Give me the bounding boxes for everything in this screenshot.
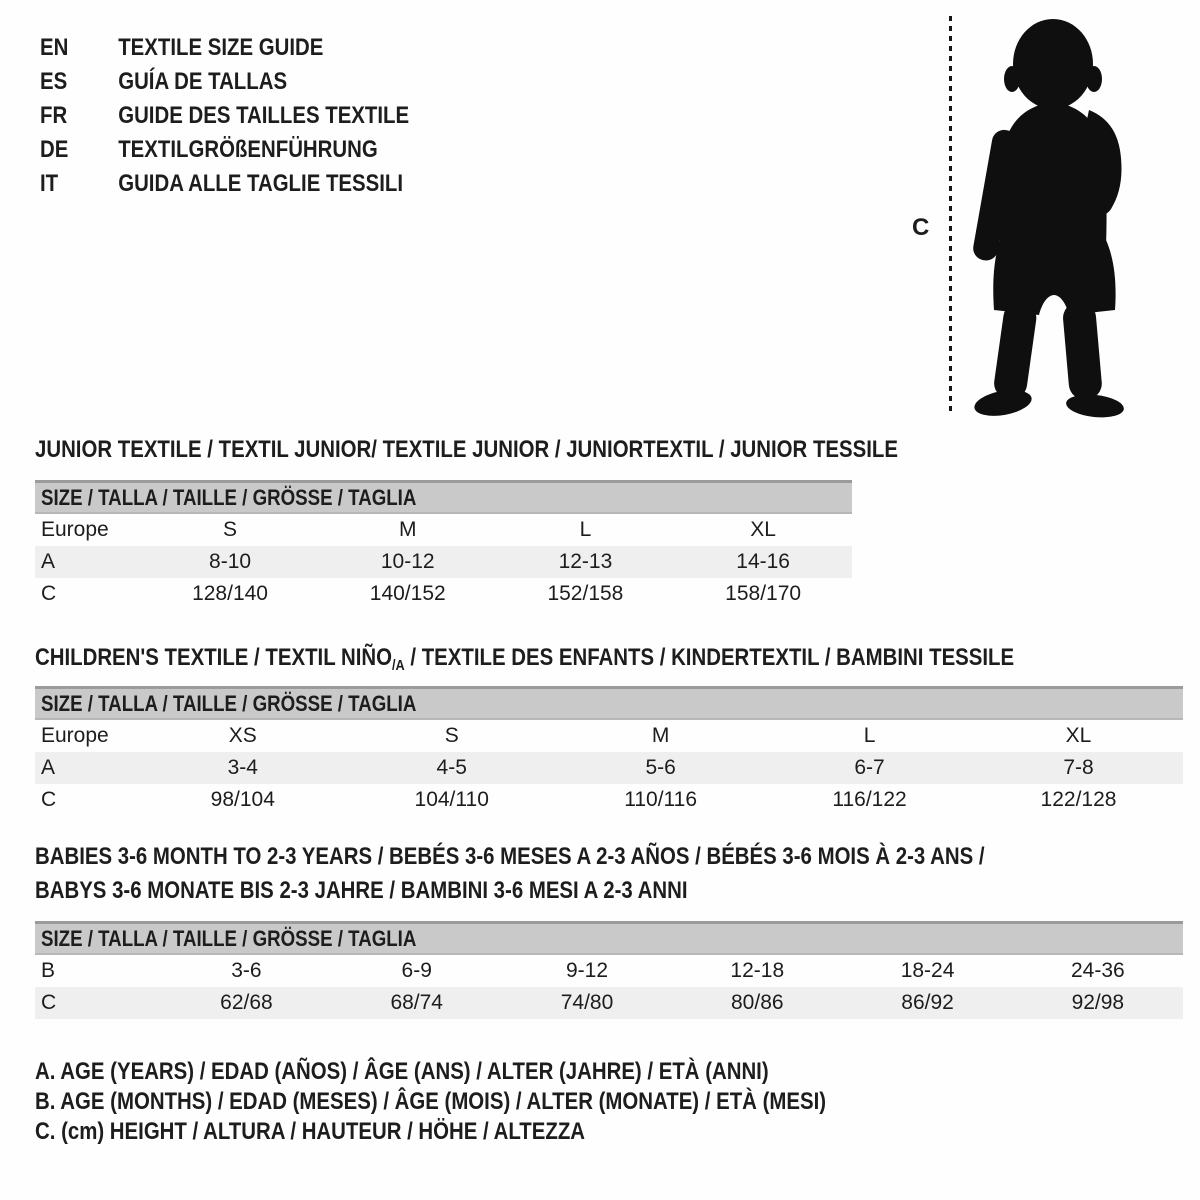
size-cell: L <box>579 518 592 541</box>
lang-line-de <box>40 133 474 167</box>
size-header-cell: SIZE / TALLA / TAILLE / GRÖSSE / TAGLIA <box>35 923 1183 955</box>
height-cell: 104/110 <box>414 788 489 811</box>
lang-line-es <box>40 65 474 99</box>
size-header-row <box>35 923 1183 955</box>
height-cell: 80/86 <box>672 987 842 1019</box>
age-cell: 24-36 <box>1070 959 1125 982</box>
height-cell: 62/68 <box>161 987 331 1019</box>
age-cell: 9-12 <box>565 959 609 982</box>
babies-section-title-line2: BABYS 3-6 MONATE BIS 2-3 JAHRE / BAMBINI 3-6 MESI A 2-3 ANNI <box>35 877 688 904</box>
row-label: A <box>35 752 138 784</box>
table-row-age <box>35 752 1183 784</box>
height-measure-label: C <box>912 214 930 241</box>
height-cell: 86/92 <box>842 987 1012 1019</box>
age-cell: 14-16 <box>674 546 852 578</box>
lang-line-fr <box>40 99 474 133</box>
lang-label: GUÍA DE TALLAS <box>118 68 288 95</box>
table-row-age <box>35 546 852 578</box>
row-label: A <box>35 546 141 578</box>
table-row-months <box>35 954 1183 987</box>
junior-size-table <box>35 480 852 610</box>
age-cell: 8-10 <box>141 546 319 578</box>
age-cell: 3-4 <box>138 752 347 784</box>
lang-label: TEXTILGRÖßENFÜHRUNG <box>118 136 378 163</box>
age-cell: 5-6 <box>556 752 765 784</box>
lang-label: GUIDA ALLE TAGLIE TESSILI <box>118 170 404 197</box>
lang-code: ES <box>40 68 68 95</box>
size-cell: XL <box>1065 724 1092 747</box>
height-cell: 122/128 <box>1040 788 1117 811</box>
title-subscript: /A <box>391 657 405 674</box>
size-cell: L <box>863 724 876 747</box>
height-cell: 110/116 <box>624 788 698 811</box>
size-cell: XL <box>750 518 776 541</box>
height-cell: 116/122 <box>832 788 907 811</box>
size-cell: S <box>444 724 459 747</box>
age-cell: 12-18 <box>730 959 785 982</box>
height-cell: 68/74 <box>332 987 502 1019</box>
table-row-europe <box>35 719 1183 752</box>
row-label: C <box>41 788 57 811</box>
size-cell: XS <box>228 724 257 747</box>
size-header-row <box>35 482 852 514</box>
table-row-height <box>35 987 1183 1019</box>
children-size-table <box>35 686 1183 816</box>
height-measure-line <box>949 16 952 416</box>
children-section-title: CHILDREN'S TEXTILE / TEXTIL $NIÑO_{/A}$ / TEXTILE DES ENFANTS / KINDERTEXTIL / BAMBINI TESSILE <box>35 644 1015 674</box>
row-label: C <box>41 582 57 605</box>
row-label: Europe <box>41 518 109 541</box>
lang-line-it <box>40 167 474 201</box>
junior-section-title: JUNIOR TEXTILE / TEXTIL JUNIOR/ TEXTILE JUNIOR / JUNIORTEXTIL / JUNIOR TESSILE <box>35 436 898 463</box>
toddler-silhouette-icon <box>963 16 1135 418</box>
age-cell: 12-13 <box>497 546 675 578</box>
height-cell: 92/98 <box>1013 987 1183 1019</box>
size-header-row <box>35 688 1183 720</box>
table-row-height <box>35 578 852 610</box>
row-label: B <box>41 959 56 982</box>
row-label: Europe <box>41 724 109 747</box>
height-cell: 140/152 <box>369 582 446 605</box>
babies-section-title-line1: BABIES 3-6 MONTH TO 2-3 YEARS / BEBÉS 3-6 MESES A 2-3 AÑOS / BÉBÉS 3-6 MOIS À 2-3 ANS / <box>35 843 985 870</box>
table-row-height <box>35 784 1183 816</box>
age-cell: 3-6 <box>231 959 262 982</box>
babies-size-table <box>35 921 1183 1019</box>
lang-code: FR <box>40 102 68 129</box>
lang-label: GUIDE DES TAILLES TEXTILE <box>118 102 410 129</box>
size-header-cell: SIZE / TALLA / TAILLE / GRÖSSE / TAGLIA <box>35 482 852 514</box>
height-cell: 74/80 <box>502 987 672 1019</box>
lang-code: DE <box>40 136 69 163</box>
language-title-block <box>40 31 474 201</box>
size-cell: M <box>398 518 417 541</box>
table-row-europe <box>35 513 852 546</box>
height-cell: 152/158 <box>547 582 624 605</box>
height-cell: 158/170 <box>725 582 802 605</box>
age-cell: 4-5 <box>347 752 556 784</box>
height-cell: 98/104 <box>210 788 275 811</box>
lang-label: TEXTILE SIZE GUIDE <box>118 34 324 61</box>
size-cell: S <box>223 518 238 541</box>
age-cell: 18-24 <box>900 959 955 982</box>
age-cell: 6-9 <box>401 959 432 982</box>
size-header-cell: SIZE / TALLA / TAILLE / GRÖSSE / TAGLIA <box>35 688 1183 720</box>
lang-line-en <box>40 31 474 65</box>
age-cell: 7-8 <box>974 752 1183 784</box>
lang-code: EN <box>40 34 69 61</box>
age-cell: 6-7 <box>765 752 974 784</box>
footnote-age-months: B. AGE (MONTHS) / EDAD (MESES) / ÂGE (MOIS) / ALTER (MONATE) / ETÀ (MESI) <box>35 1088 827 1115</box>
height-cell: 128/140 <box>192 582 268 605</box>
footnote-height-cm: C. (cm) HEIGHT / ALTURA / HAUTEUR / HÖHE / ALTEZZA <box>35 1118 586 1145</box>
footnote-age-years: A. AGE (YEARS) / EDAD (AÑOS) / ÂGE (ANS) / ALTER (JAHRE) / ETÀ (ANNI) <box>35 1058 769 1085</box>
row-label: C <box>35 987 161 1019</box>
size-cell: M <box>651 724 670 747</box>
age-cell: 10-12 <box>319 546 497 578</box>
lang-code: IT <box>40 170 59 197</box>
